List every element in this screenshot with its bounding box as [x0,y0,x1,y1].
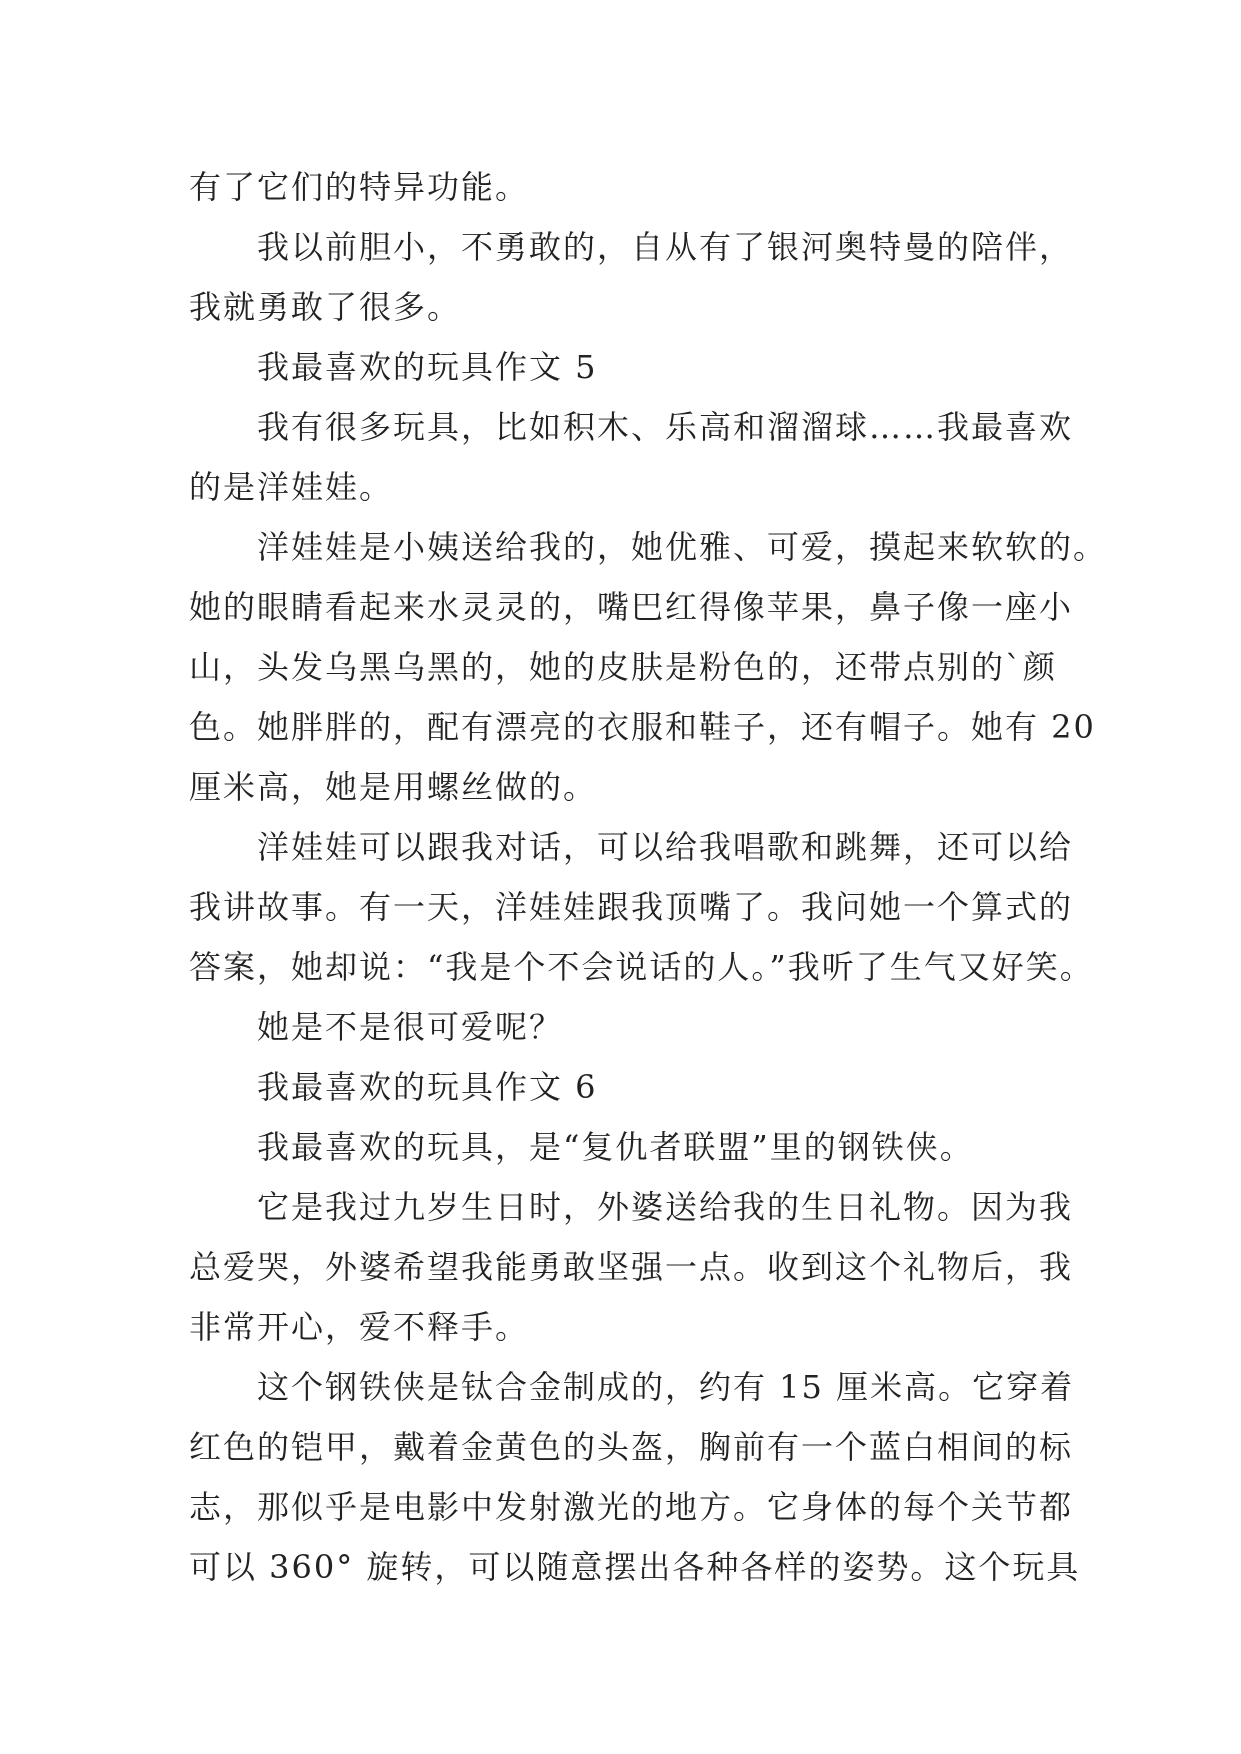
text-line: 它是我过九岁生日时，外婆送给我的生日礼物。因为我 [257,1188,1074,1226]
text-line: 洋娃娃是小姨送给我的，她优雅、可爱，摸起来软软的。 [257,528,1108,566]
text-line: 总爱哭，外婆希望我能勇敢坚强一点。收到这个礼物后，我 [189,1248,1074,1286]
text-line: 厘米高，她是用螺丝做的。 [189,768,598,806]
text-line: 我就勇敢了很多。 [189,288,462,326]
text-line: 我最喜欢的玩具作文 5 [257,348,598,386]
text-line: 志，那似乎是电影中发射激光的地方。它身体的每个关节都 [189,1488,1074,1526]
text-line: 我最喜欢的玩具，是“复仇者联盟”里的钢铁侠。 [257,1128,974,1166]
text-line: 红色的铠甲，戴着金黄色的头盔，胸前有一个蓝白相间的标 [189,1428,1074,1466]
text-line: 非常开心，爱不释手。 [189,1308,530,1346]
text-line: 我以前胆小，不勇敢的，自从有了银河奥特曼的陪伴， [257,228,1074,266]
text-line: 色。她胖胖的，配有漂亮的衣服和鞋子，还有帽子。她有 20 [189,708,1096,746]
text-line: 山，头发乌黑乌黑的，她的皮肤是粉色的，还带点别的`颜 [189,648,1058,686]
text-line: 我讲故事。有一天，洋娃娃跟我顶嘴了。我问她一个算式的 [189,888,1074,926]
text-line: 我有很多玩具，比如积木、乐高和溜溜球……我最喜欢 [257,408,1074,446]
text-line: 我最喜欢的玩具作文 6 [257,1068,598,1106]
text-line: 可以 360° 旋转，可以随意摆出各种各样的姿势。这个玩具 [189,1548,1081,1586]
text-line: 这个钢铁侠是钛合金制成的，约有 15 厘米高。它穿着 [257,1368,1075,1406]
text-line: 她的眼睛看起来水灵灵的，嘴巴红得像苹果，鼻子像一座小 [189,588,1074,626]
text-line: 她是不是很可爱呢？ [257,1008,564,1046]
text-line: 的是洋娃娃。 [189,468,394,506]
text-line: 洋娃娃可以跟我对话，可以给我唱歌和跳舞，还可以给 [257,828,1074,866]
essay-text-block [189,157,1108,1597]
text-line: 答案，她却说：“我是个不会说话的人。”我听了生气又好笑。 [189,948,1094,986]
text-line: 有了它们的特异功能。 [189,168,530,206]
